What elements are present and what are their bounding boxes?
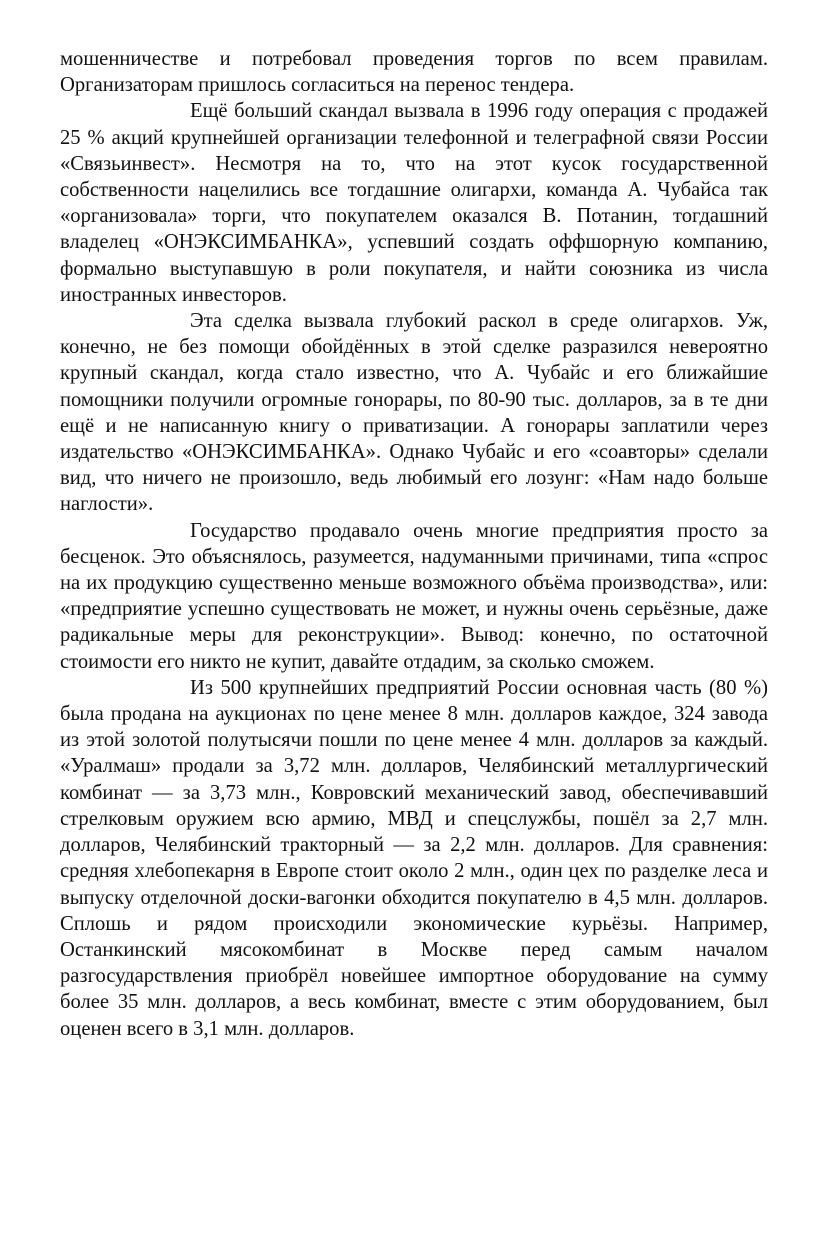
paragraph-2: Ещё больший скандал вызвала в 1996 году операция с продажей 25 % акций крупнейшей организации телефонной и телеграфной связи России «Связьинвест». Несмотря на то, что на этот кусок государственной собственности нацелились все тогдашние олигархи, команда А. Чубайса так «организовала» торги, что покупателем оказался В. Потанин, тогдашний владелец «ОНЭКСИМБАНКА», успевший создать оффшорную компанию, формально выступавшую в роли покупателя, и найти союзника из числа иностранных инвесторов.	[60, 100, 768, 306]
paragraph-1: мошенничестве и потребовал проведения торгов по всем правилам. Организаторам пришлось согласиться на перенос тендера.	[60, 48, 768, 97]
paragraph-4: Государство продавало очень многие предприятия просто за бесценок. Это объяснялось, разумеется, надуманными причинами, типа «спрос на их продукцию существенно меньше возможного объёма производства», или: «предприятие успешно существовать не может, и нужны очень серьёзные, даже радикальные меры для реконструкции». Вывод: конечно, по остаточной стоимости его никто не купит, давайте отдадим, за сколько сможем.	[60, 519, 768, 673]
paragraph-3: Эта сделка вызвала глубокий раскол в среде олигархов. Уж, конечно, не без помощи обойдённых в этой сделке разразился невероятно крупный скандал, когда стало известно, что А. Чубайс и его ближайшие помощники получили огромные гонорары, по 80-90 тыс. долларов, за в те дни ещё и не написанную книгу о приватизации. А гонорары заплатили через издательство «ОНЭКСИМБАНКА». Однако Чубайс и его «соавторы» сделали вид, что ничего не произошло, ведь любимый его лозунг: «Нам надо больше наглости».	[60, 310, 768, 516]
paragraph-5: Из 500 крупнейших предприятий России основная часть (80 %) была продана на аукционах по цене менее 8 млн. долларов каждое, 324 завода из этой золотой полутысячи пошли по цене менее 4 млн. долларов за каждый. «Уралмаш» продали за 3,72 млн. долларов, Челябинский металлургический комбинат — за 3,73 млн., Ковровский механический завод, обеспечивавший стрелковым оружием всю армию, МВД и спецслужбы, пошёл за 2,7 млн. долларов, Челябинский тракторный — за 2,2 млн. долларов. Для сравнения: средняя хлебопекарня в Европе стоит около 2 млн., один цех по разделке леса и выпуску отделочной доски-вагонки обходится покупателю в 4,5 млн. долларов. Сплошь и рядом происходили экономические курьёзы. Например, Останкинский мясокомбинат в Москве перед самым началом разгосударствления приобрёл новейшее импортное оборудование на сумму более 35 млн. долларов, а весь комбинат, вместе с этим оборудованием, был оценен всего в 3,1 млн. долларов.	[60, 676, 768, 1040]
document-body	[60, 46, 768, 1042]
